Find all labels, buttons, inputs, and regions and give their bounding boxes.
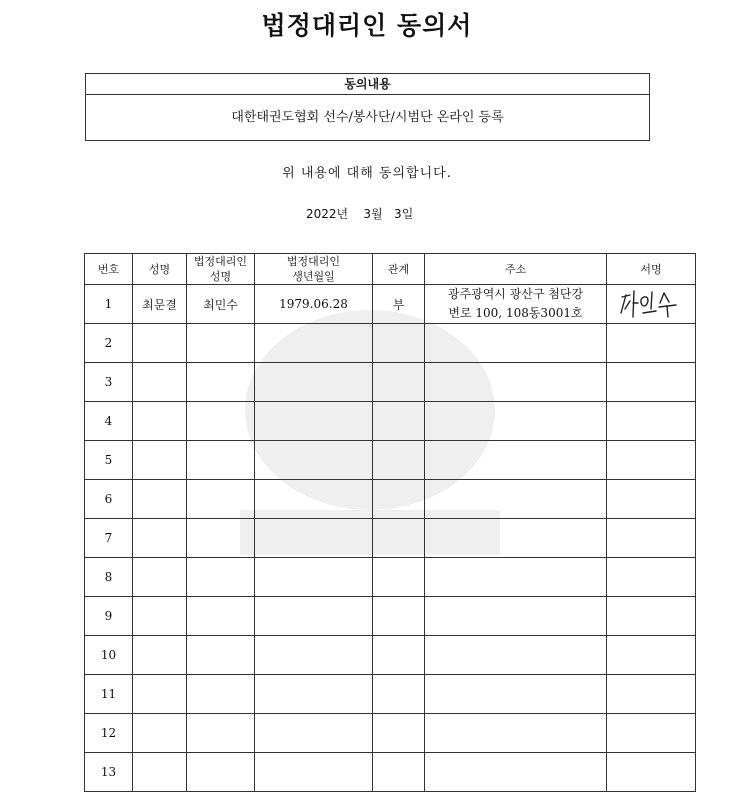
row-no: 12 (85, 714, 133, 753)
row-name (133, 324, 187, 363)
row-address (425, 636, 607, 675)
header-address: 주소 (425, 254, 607, 285)
row-guardian-birth (255, 402, 373, 441)
header-guardian-birth: 법정대리인 생년월일 (255, 254, 373, 285)
row-name (133, 519, 187, 558)
table-row (85, 753, 696, 792)
row-name (133, 441, 187, 480)
row-signature (607, 675, 696, 714)
row-signature (607, 480, 696, 519)
row-no: 9 (85, 597, 133, 636)
row-guardian-name (187, 402, 255, 441)
row-signature (607, 324, 696, 363)
row-relation (373, 402, 425, 441)
row-name (133, 363, 187, 402)
header-signature: 서명 (607, 254, 696, 285)
row-relation (373, 441, 425, 480)
row-address (425, 519, 607, 558)
date-line: 2022년 3월 3일 (306, 207, 414, 221)
row-address (425, 558, 607, 597)
header-relation: 관계 (373, 254, 425, 285)
row-guardian-name: 최민수 (187, 285, 255, 324)
row-guardian-birth (255, 636, 373, 675)
row-no: 8 (85, 558, 133, 597)
row-no: 1 (85, 285, 133, 324)
row-signature (607, 558, 696, 597)
row-guardian-name (187, 597, 255, 636)
row-signature (607, 636, 696, 675)
row-name: 최문결 (133, 285, 187, 324)
header-no: 번호 (85, 254, 133, 285)
row-signature (607, 597, 696, 636)
row-name (133, 753, 187, 792)
row-signature (607, 402, 696, 441)
address-line-1: 광주광역시 광산구 첨단강 (447, 287, 584, 301)
table-row (85, 285, 696, 324)
header-guardian-name: 법정대리인 성명 (187, 254, 255, 285)
row-relation (373, 714, 425, 753)
row-signature (607, 441, 696, 480)
consent-box (85, 73, 650, 141)
row-guardian-birth (255, 753, 373, 792)
table-row (85, 441, 696, 480)
handwritten-signature-icon (616, 287, 686, 321)
row-name (133, 714, 187, 753)
consent-heading: 동의내용 (86, 74, 649, 95)
row-relation (373, 558, 425, 597)
table-row (85, 597, 696, 636)
row-no: 10 (85, 636, 133, 675)
agreement-text: 위 내용에 대해 동의합니다. (282, 166, 452, 181)
row-relation (373, 636, 425, 675)
row-guardian-birth (255, 597, 373, 636)
row-name (133, 636, 187, 675)
row-no: 2 (85, 324, 133, 363)
row-address (425, 324, 607, 363)
row-name (133, 675, 187, 714)
row-signature (607, 285, 696, 324)
row-address (425, 597, 607, 636)
row-no: 6 (85, 480, 133, 519)
row-guardian-birth (255, 714, 373, 753)
table-row (85, 558, 696, 597)
row-relation: 부 (373, 285, 425, 324)
row-guardian-name (187, 363, 255, 402)
row-guardian-name (187, 441, 255, 480)
table-header-row (85, 254, 696, 285)
table-row (85, 519, 696, 558)
table-row (85, 714, 696, 753)
row-address (425, 363, 607, 402)
document-title: 법정대리인 동의서 (261, 11, 473, 40)
row-relation (373, 597, 425, 636)
row-name (133, 597, 187, 636)
row-signature (607, 714, 696, 753)
row-guardian-name (187, 519, 255, 558)
row-signature (607, 519, 696, 558)
row-no: 11 (85, 675, 133, 714)
table-row (85, 402, 696, 441)
row-guardian-birth (255, 519, 373, 558)
table-row (85, 324, 696, 363)
row-guardian-birth (255, 558, 373, 597)
row-name (133, 480, 187, 519)
row-guardian-name (187, 636, 255, 675)
row-guardian-name (187, 558, 255, 597)
row-address (425, 675, 607, 714)
row-address (425, 714, 607, 753)
row-relation (373, 324, 425, 363)
row-relation (373, 675, 425, 714)
table-row (85, 636, 696, 675)
row-name (133, 402, 187, 441)
row-address (425, 402, 607, 441)
row-relation (373, 480, 425, 519)
row-address (425, 441, 607, 480)
table-row (85, 675, 696, 714)
row-guardian-birth (255, 441, 373, 480)
row-no: 4 (85, 402, 133, 441)
row-guardian-name (187, 324, 255, 363)
row-signature (607, 363, 696, 402)
row-address (425, 480, 607, 519)
row-guardian-name (187, 753, 255, 792)
address-line-2: 변로 100, 108동3001호 (448, 306, 583, 320)
row-address (425, 753, 607, 792)
row-no: 3 (85, 363, 133, 402)
row-name (133, 558, 187, 597)
consent-body: 대한태권도협회 선수/봉사단/시범단 온라인 등록 (231, 110, 504, 125)
row-relation (373, 753, 425, 792)
row-guardian-name (187, 480, 255, 519)
row-no: 5 (85, 441, 133, 480)
table-row (85, 480, 696, 519)
row-guardian-birth (255, 480, 373, 519)
guardian-table (84, 253, 696, 792)
row-signature (607, 753, 696, 792)
row-relation (373, 519, 425, 558)
row-guardian-birth: 1979.06.28 (255, 285, 373, 324)
row-relation (373, 363, 425, 402)
header-name: 성명 (133, 254, 187, 285)
row-guardian-name (187, 714, 255, 753)
row-no: 7 (85, 519, 133, 558)
row-guardian-birth (255, 324, 373, 363)
row-address (425, 285, 607, 324)
row-no: 13 (85, 753, 133, 792)
row-guardian-name (187, 675, 255, 714)
row-guardian-birth (255, 675, 373, 714)
row-guardian-birth (255, 363, 373, 402)
table-row (85, 363, 696, 402)
